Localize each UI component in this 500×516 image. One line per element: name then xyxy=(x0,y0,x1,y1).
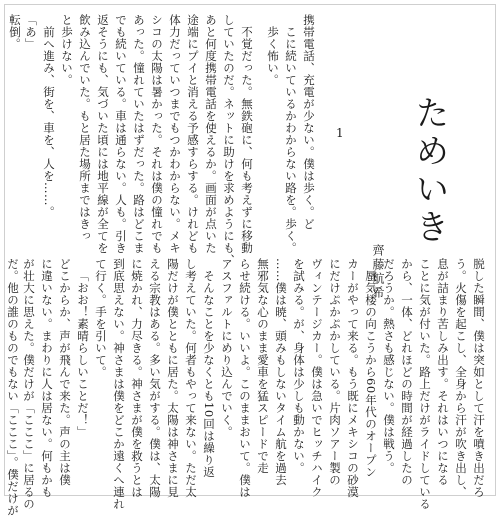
text-line: う。火傷を起こし、全身から汗が吹き出し、 xyxy=(454,258,468,498)
text-line: て行く。手を引いて。 xyxy=(94,258,108,378)
text-line: そんなことを少なくとも10回は繰り返 xyxy=(202,270,216,478)
text-line: 携帯電話、充電が少ない。僕は歩く。ど xyxy=(302,14,316,230)
text-line: 途端にプイと消える予感すらする。けれども xyxy=(186,14,200,254)
text-line: 脱した瞬間、僕は突如として汗を噴き出だろ xyxy=(472,258,486,498)
text-line: 返そうにも、気づいた頃には地平線が全てを xyxy=(96,14,110,254)
text-line: 到底思えない。神さまは僕をどこか遠くへ連れ xyxy=(112,258,126,510)
section-number: 1 xyxy=(336,126,344,140)
text-line: 息が詰まり苦しみ出す。それはいつになる xyxy=(436,258,450,486)
text-line: 転倒。 xyxy=(8,14,22,50)
text-line: 陽だけが僕とともに居た。太陽は神さまに見 xyxy=(166,258,180,498)
text-line: 前へ進み、街を、車を、人を……。 xyxy=(42,26,56,218)
text-line: アスファルトにめり込んでいく。 xyxy=(220,258,234,438)
text-line: ヴィンテージカー。僕は急いでヒッチハイク xyxy=(310,258,324,498)
text-line: あった。憧れていたはずだった。路はどこま xyxy=(132,14,146,254)
text-line: でも続いている。車は通らない。人も。引き xyxy=(114,14,128,254)
text-line: に違いない。まわりに人は居ない。何もかも xyxy=(40,258,54,498)
text-line: ……僕は暁、頭みもしないタイム航を過去 xyxy=(274,258,288,486)
text-line: らせ続ける。いいよ。このままおいて。僕は xyxy=(238,258,252,498)
text-line: 不覚だった。無鉄砲に、何も考えずに移動 xyxy=(240,26,254,254)
text-line: 蜃気楼の向こうから60年代のオープン xyxy=(364,270,378,478)
text-line: と歩けない。 xyxy=(60,14,74,86)
author-name: 齊藤航希 xyxy=(371,244,385,300)
text-line: こに続いているかわからない路を。歩く。 xyxy=(284,26,298,254)
text-line: 「あ」 xyxy=(24,14,38,50)
text-line: が壮大に思えた。僕だけが「こここ」に居るの xyxy=(22,258,36,510)
text-line: ことに気が付いた。路上だけがライドしている xyxy=(418,258,432,510)
text-line: える宗教はある。多い気がする。僕は、太陽 xyxy=(148,258,162,498)
text-line: だ。他の誰のものでもない「こここ」。僕だけが xyxy=(6,258,20,516)
text-line: だろうか。熱さも感じない。僕は戦う。 xyxy=(382,258,396,474)
text-line: あと何度携帯電話を使えるか。画面が点いた xyxy=(204,14,218,254)
text-line: どこからか、声が飛んで来た。声の主は僕 xyxy=(58,258,72,486)
story-title: ためいき xyxy=(409,95,449,247)
text-line: にだけぷかぷかしている。片肉ソアー製の xyxy=(328,258,342,486)
text-line: に焼かれ、力尽きる。神さまが僕を救うとは xyxy=(130,258,144,498)
text-line: から、一体、どれほどの時間が経過したの xyxy=(400,258,414,486)
text-line: し考えていた。何者もやって来ない。ただ太 xyxy=(184,258,198,498)
text-line: していたのだ。ネットに助けを求めようにも、 xyxy=(222,14,236,266)
text-line: シコの太陽は暑かった。それは僕の憧れでも xyxy=(150,14,164,254)
text-line: 体力だっていつまでもつかわからない。メキ xyxy=(168,14,182,254)
text-line: 「おお！素晴らしいことだ！」 xyxy=(76,270,90,438)
text-line: 歩く怖い。 xyxy=(266,26,280,86)
text-line: 無邪気な心のまま愛車を猛スピードで走 xyxy=(256,258,270,474)
text-line: 飲み込んでいた。もと居た場所まではきっ xyxy=(78,14,92,242)
text-line: を試みる。が、身体は少しも動かない。 xyxy=(292,258,306,474)
text-line: カーがやって来る。もう既にメキシコの砂漠 xyxy=(346,258,360,498)
